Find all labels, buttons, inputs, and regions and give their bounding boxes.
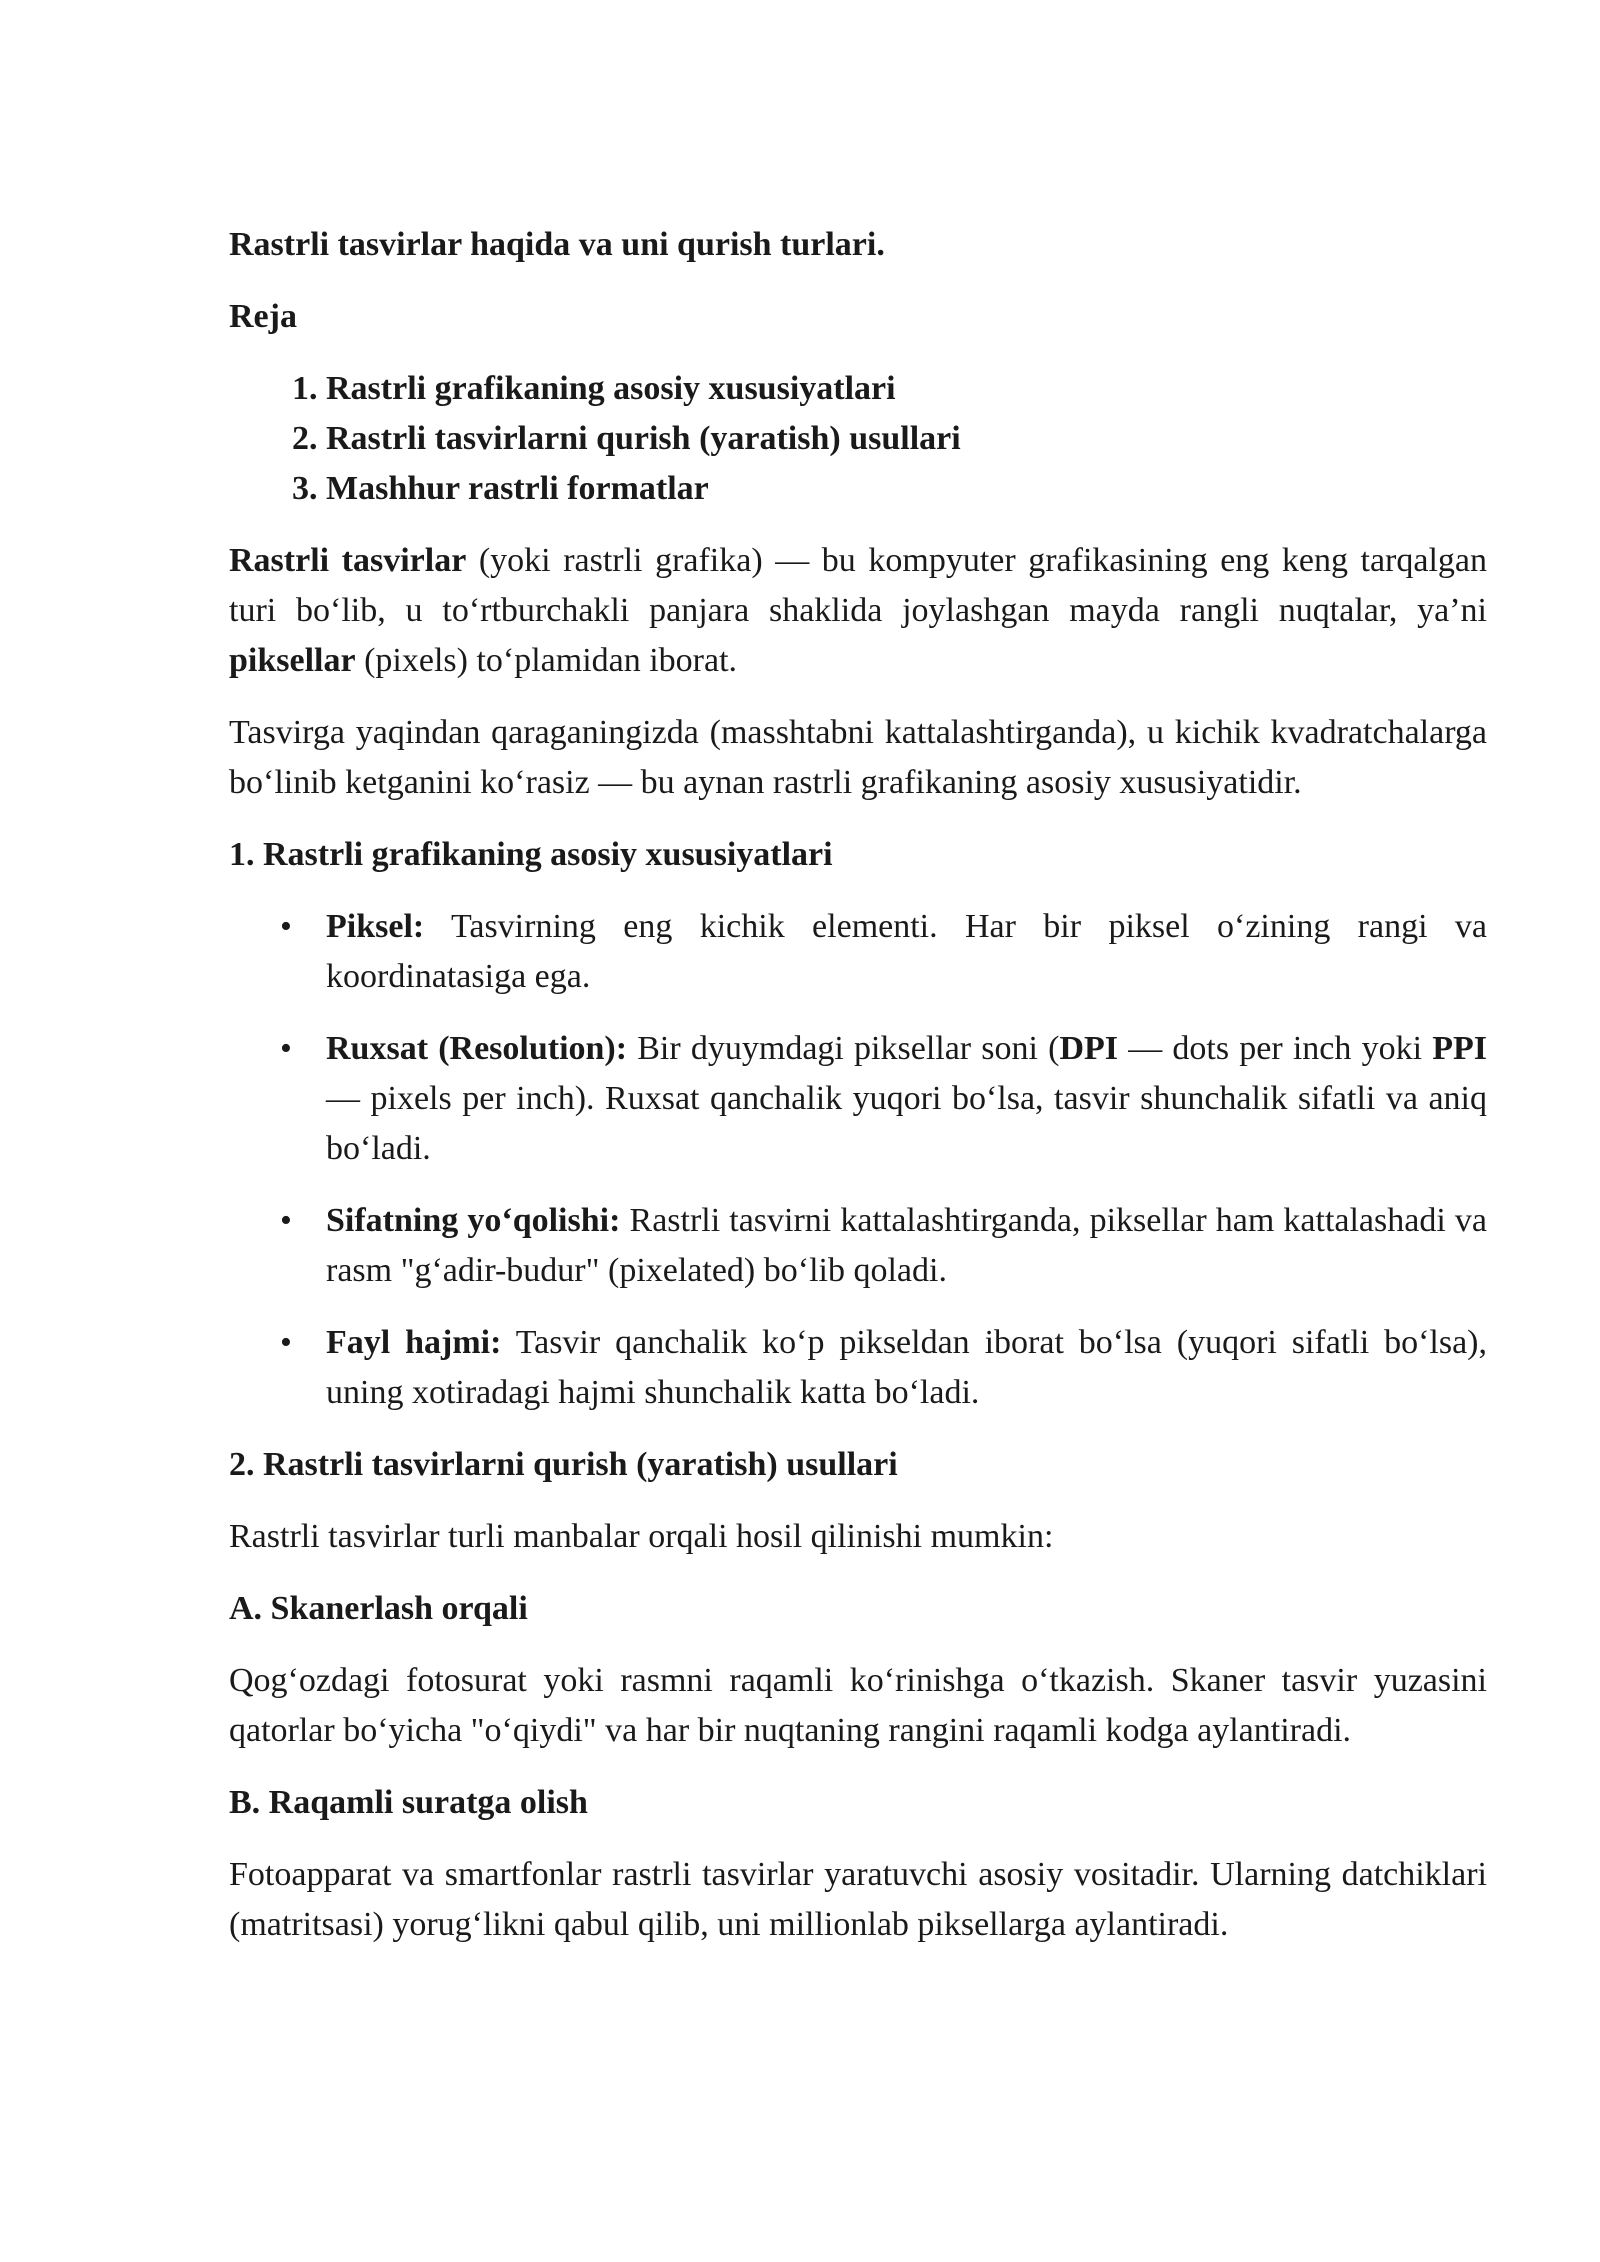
plan-item: 2. Rastrli tasvirlarni qurish (yaratish) usullari	[326, 414, 1487, 464]
list-item	[280, 902, 1487, 1002]
sifat-text: Rastrli tasvirni kattalashtirganda, piksellar ham kattalashadi va rasm "g‘adir-budur" (pixelated) bo‘lib qoladi.	[326, 1202, 1487, 1289]
list-item	[280, 1196, 1487, 1296]
plan-heading: Reja	[229, 298, 297, 335]
properties-list	[229, 902, 1487, 1418]
section1-heading: 1. Rastrli grafikaning asosiy xususiyatlari	[229, 836, 833, 873]
section2-heading: 2. Rastrli tasvirlarni qurish (yaratish) usullari	[229, 1446, 898, 1483]
plan-list	[229, 364, 1487, 514]
term-rastrli-tasvirlar: Rastrli tasvirlar	[229, 542, 467, 579]
subsection-b-heading: B. Raqamli suratga olish	[229, 1784, 588, 1821]
list-item	[280, 1318, 1487, 1418]
bullet-icon: •	[280, 1030, 292, 1067]
plan-item: 1. Rastrli grafikaning asosiy xususiyatlari	[326, 364, 1487, 414]
term-piksel: Piksel:	[326, 908, 425, 945]
intro-paragraph-2: Tasvirga yaqindan qaraganingizda (masshtabni kattalashtirganda), u kichik kvadratchalarga bo‘linib ketganini ko‘rasiz — bu aynan rastrli grafikaning asosiy xususiyatidir.	[229, 714, 1487, 801]
intro-paragraph	[229, 536, 1487, 686]
document-title: Rastrli tasvirlar haqida va uni qurish turlari.	[229, 226, 885, 263]
ruxsat-text-b: — dots per inch yoki	[1118, 1030, 1433, 1067]
term-ppi: PPI	[1432, 1030, 1487, 1067]
ruxsat-text-a: Bir dyuymdagi piksellar soni (	[627, 1030, 1060, 1067]
section2-intro: Rastrli tasvirlar turli manbalar orqali hosil qilinishi mumkin:	[229, 1518, 1054, 1555]
document-page	[229, 220, 1487, 1972]
list-item	[280, 1024, 1487, 1174]
bullet-icon: •	[280, 1324, 292, 1361]
term-piksellar: piksellar	[229, 642, 356, 679]
bullet-icon: •	[280, 1202, 292, 1239]
term-fayl: Fayl hajmi:	[326, 1324, 502, 1361]
fayl-text: Tasvir qanchalik ko‘p pikseldan iborat bo‘lsa (yuqori sifatli bo‘lsa), uning xotiradagi hajmi shunchalik katta bo‘ladi.	[326, 1324, 1487, 1411]
plan-item: 3. Mashhur rastrli formatlar	[326, 464, 1487, 514]
ruxsat-text-c: — pixels per inch). Ruxsat qanchalik yuqori bo‘lsa, tasvir shunchalik sifatli va aniq bo‘ladi.	[326, 1080, 1487, 1167]
subsection-a-text: Qog‘ozdagi fotosurat yoki rasmni raqamli ko‘rinishga o‘tkazish. Skaner tasvir yuzasini qatorlar bo‘yicha "o‘qiydi" va har bir nuqtaning rangini raqamli kodga aylantiradi.	[229, 1662, 1487, 1749]
subsection-b-text: Fotoapparat va smartfonlar rastrli tasvirlar yaratuvchi asosiy vositadir. Ularning datchiklari (matritsasi) yorug‘likni qabul qilib, uni millionlab piksellarga aylantiradi.	[229, 1856, 1487, 1943]
term-ruxsat: Ruxsat (Resolution):	[326, 1030, 628, 1067]
piksel-text: Tasvirning eng kichik elementi. Har bir piksel o‘zining rangi va koordinatasiga ega.	[326, 908, 1487, 995]
term-dpi: DPI	[1059, 1030, 1119, 1067]
term-sifat: Sifatning yo‘qolishi:	[326, 1202, 621, 1239]
bullet-icon: •	[280, 908, 292, 945]
intro-text-1: (yoki rastrli grafika) — bu kompyuter grafikasining eng keng tarqalgan turi bo‘lib, u to‘rtburchakli panjara shaklida joylashgan mayda rangli nuqtalar, ya’ni	[229, 542, 1488, 629]
subsection-a-heading: A. Skanerlash orqali	[229, 1590, 528, 1627]
intro-text-2: (pixels) to‘plamidan iborat.	[355, 642, 738, 679]
